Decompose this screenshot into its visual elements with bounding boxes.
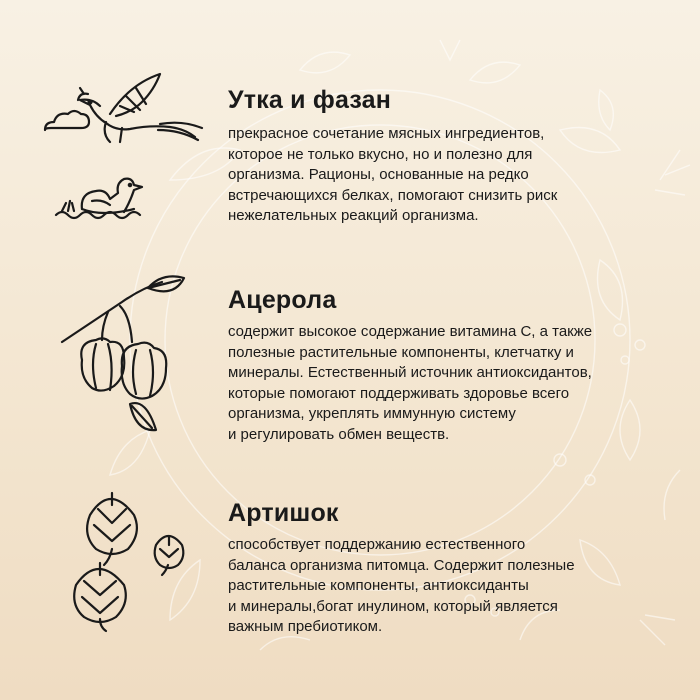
artichoke-icon (68, 485, 198, 635)
text-line: содержит высокое содержание витамина C, а также (228, 323, 593, 340)
text-line: которое не только вкусно, но и полезно для (228, 145, 533, 163)
text-line: важным пребиотиком. (228, 618, 383, 635)
text-line: растительные компоненты, антиоксиданты (228, 577, 529, 594)
section-title-duck-pheasant: Утка и фазан (228, 86, 392, 114)
text-line: прекрасное сочетание мясных ингредиентов, (228, 125, 545, 142)
text-line: организма, укреплять иммунную систему (228, 405, 516, 422)
text-line: минералы. Естественный источник антиоксидантов, (228, 364, 592, 381)
text-line: которые помогают поддерживать здоровье всего (228, 384, 570, 402)
text-line: способствует поддержанию естественного (228, 536, 526, 553)
text-line: баланса организма питомца. Содержит полезные (228, 556, 575, 574)
text-line: и минералы,богат инулином, который является (228, 597, 558, 615)
text-line: организма. Рационы, основанные на редко (228, 166, 529, 183)
section-text-artichoke (228, 535, 648, 638)
text-line: встречающихся белках, помогают снизить риск (228, 186, 558, 204)
duck-icon (52, 175, 162, 225)
text-line: и регулировать обмен веществ. (228, 425, 450, 443)
text-line: полезные растительные компоненты, клетчатку и (228, 343, 574, 361)
section-text-duck-pheasant (228, 124, 648, 227)
section-title-artichoke: Артишок (228, 499, 339, 527)
acerola-icon (60, 272, 190, 437)
pheasant-icon (40, 72, 210, 152)
text-line: нежелательных реакций организма. (228, 207, 479, 224)
section-title-acerola: Ацерола (228, 286, 337, 314)
section-text-acerola (228, 322, 648, 445)
